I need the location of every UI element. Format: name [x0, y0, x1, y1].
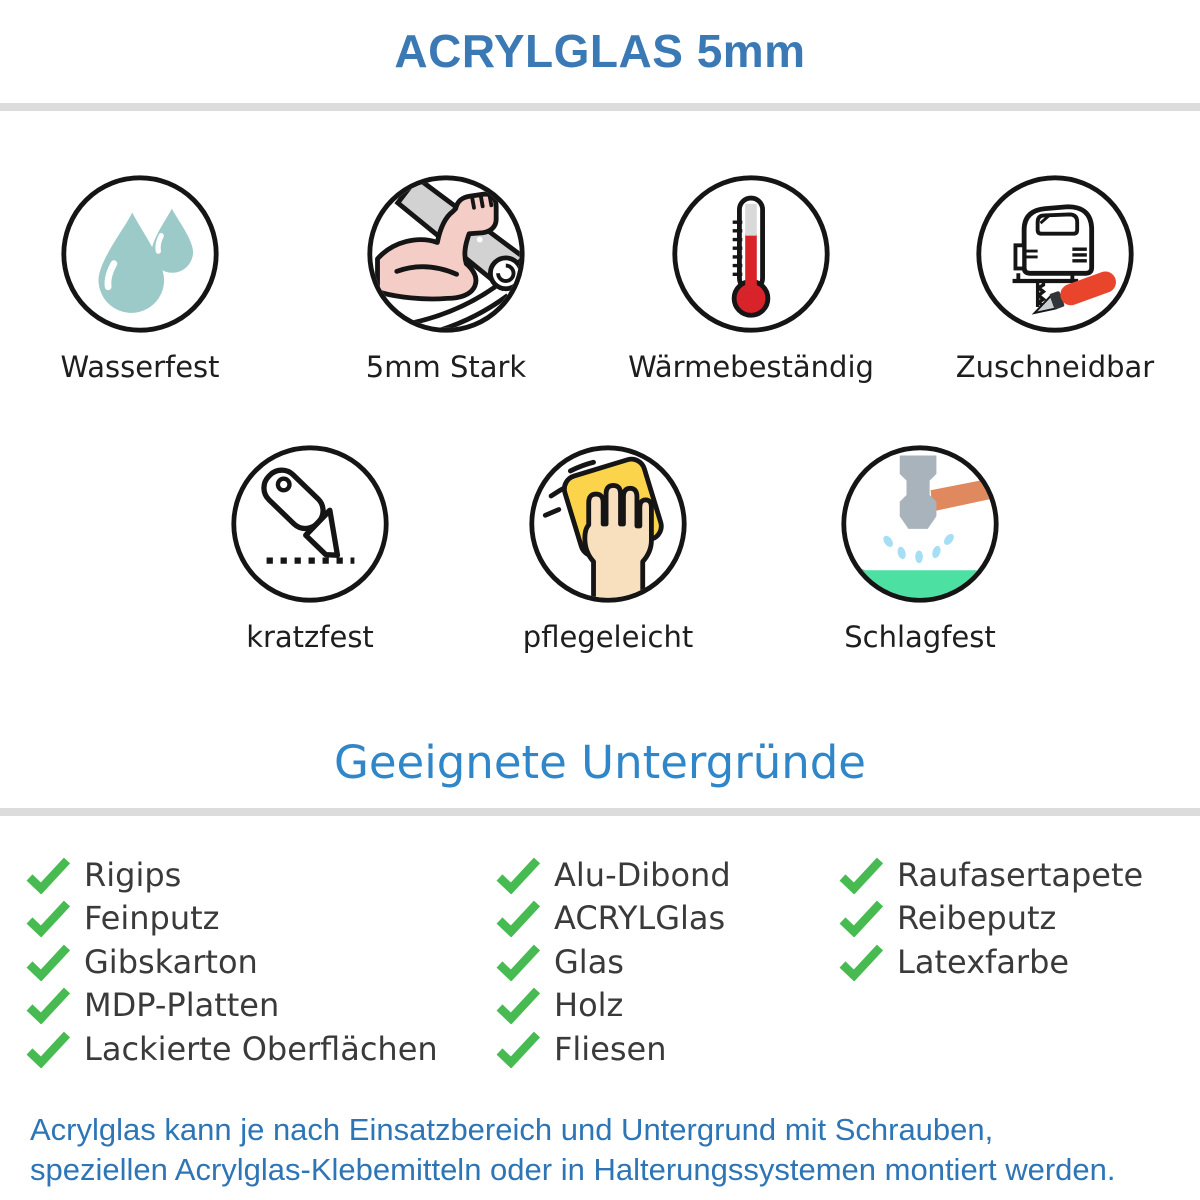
list-item	[838, 897, 1143, 941]
list-item	[25, 1027, 438, 1071]
feature-label: Schlagfest	[844, 620, 996, 654]
utility-knife-icon	[228, 442, 392, 606]
substrate-label: Latexfarbe	[897, 942, 1070, 981]
thermometer-icon	[669, 172, 833, 336]
check-icon	[838, 943, 884, 981]
list-item	[495, 1027, 731, 1071]
flexed-arm-icon	[364, 172, 528, 336]
substrate-label: Alu-Dibond	[554, 855, 731, 894]
substrate-label: Gibskarton	[84, 942, 258, 981]
check-icon	[838, 899, 884, 937]
water-drops-icon	[58, 172, 222, 336]
feature-label: Zuschneidbar	[955, 350, 1155, 384]
feature-label: pflegeleicht	[522, 620, 694, 654]
feature-schlagfest	[780, 442, 1060, 654]
feature-label: kratzfest	[246, 620, 374, 654]
feature-pflegeleicht	[468, 442, 748, 654]
feature-waermebestaendig	[611, 172, 891, 384]
list-item	[25, 940, 438, 984]
substrate-column-3	[838, 853, 1143, 984]
check-icon	[25, 899, 71, 937]
divider-top	[0, 103, 1200, 111]
substrate-label: Raufasertapete	[897, 855, 1144, 894]
list-item	[838, 940, 1143, 984]
check-icon	[25, 1030, 71, 1068]
feature-kratzfest	[170, 442, 450, 654]
check-icon	[495, 899, 541, 937]
check-icon	[838, 856, 884, 894]
substrate-label: Holz	[554, 986, 624, 1025]
list-item	[25, 897, 438, 941]
substrate-column-1	[25, 853, 438, 1071]
mounting-note-line2: speziellen Acrylglas-Klebemitteln oder in Halterungssystemen montiert werden.	[30, 1152, 1116, 1187]
mounting-note-line1: Acrylglas kann je nach Einsatzbereich und Untergrund mit Schrauben,	[30, 1112, 994, 1147]
check-icon	[495, 1030, 541, 1068]
feature-wasserfest	[0, 172, 280, 384]
list-item	[495, 984, 731, 1028]
substrate-label: Feinputz	[84, 899, 220, 938]
list-item	[495, 897, 731, 941]
substrate-column-2	[495, 853, 731, 1071]
section-title-substrates: Geeignete Untergründe	[333, 736, 866, 789]
substrate-label: Glas	[554, 942, 624, 981]
check-icon	[25, 856, 71, 894]
divider-substrates	[0, 808, 1200, 816]
substrate-label: MDP-Platten	[84, 986, 280, 1025]
substrate-label: Reibeputz	[897, 899, 1057, 938]
wiping-hand-icon	[526, 442, 690, 606]
feature-5mm-stark	[306, 172, 586, 384]
feature-label: 5mm Stark	[365, 350, 527, 384]
feature-label: Wasserfest	[60, 350, 220, 384]
check-icon	[495, 856, 541, 894]
check-icon	[25, 986, 71, 1024]
mounting-note	[30, 1110, 1116, 1190]
list-item	[495, 853, 731, 897]
list-item	[838, 853, 1143, 897]
page-title: ACRYLGLAS 5mm	[394, 25, 806, 77]
list-item	[495, 940, 731, 984]
hammer-impact-icon	[838, 442, 1002, 606]
substrate-label: ACRYLGlas	[554, 899, 726, 938]
feature-zuschneidbar	[915, 172, 1195, 384]
list-item	[25, 984, 438, 1028]
check-icon	[25, 943, 71, 981]
feature-label: Wärmebeständig	[628, 350, 874, 384]
substrate-label: Lackierte Oberflächen	[84, 1029, 438, 1068]
substrate-label: Rigips	[84, 855, 182, 894]
check-icon	[495, 986, 541, 1024]
jigsaw-cutter-icon	[973, 172, 1137, 336]
check-icon	[495, 943, 541, 981]
substrate-label: Fliesen	[554, 1029, 667, 1068]
list-item	[25, 853, 438, 897]
